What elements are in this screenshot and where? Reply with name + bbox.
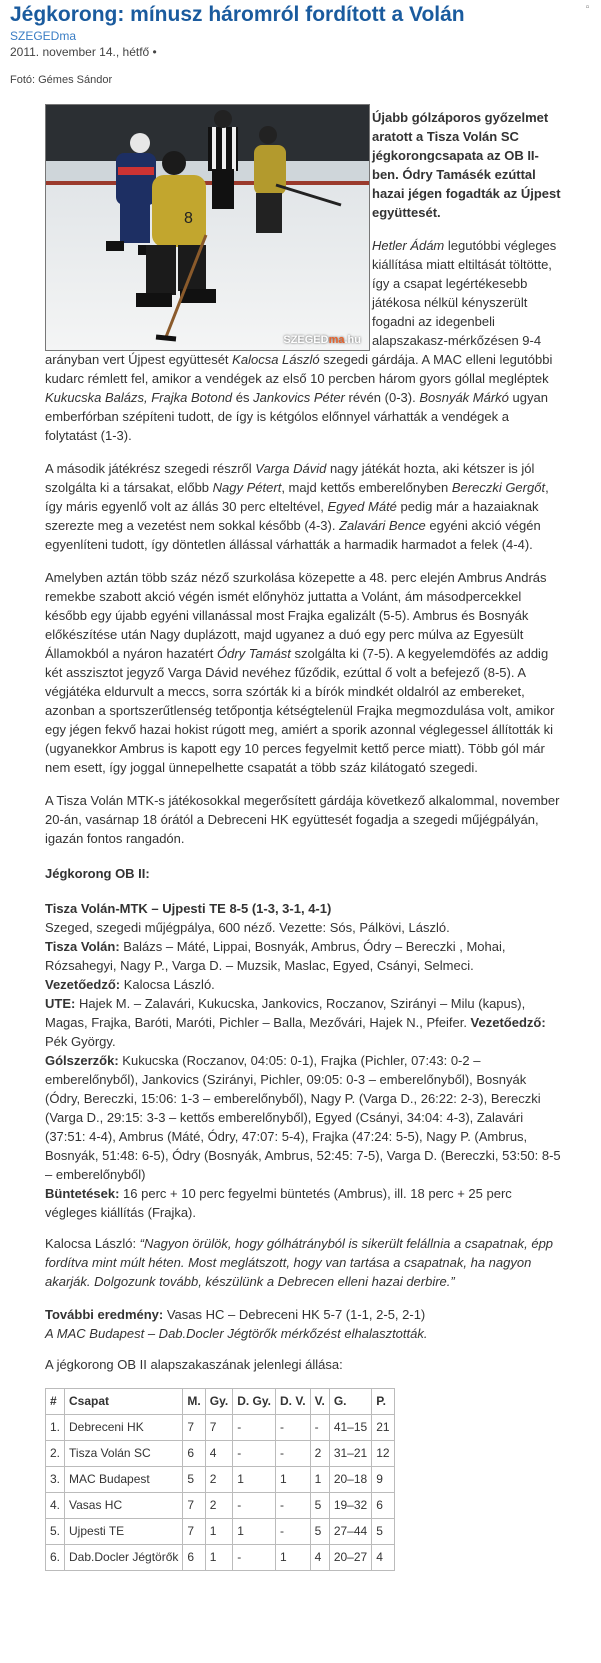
table-cell: 1 — [233, 1519, 276, 1545]
header-cell: Gy. — [205, 1389, 232, 1415]
table-cell: 20–18 — [329, 1467, 371, 1493]
table-cell: 9 — [372, 1467, 394, 1493]
table-cell: 6. — [46, 1545, 65, 1571]
table-cell: 12 — [372, 1441, 394, 1467]
home-coach: Vezetőedző: Kalocsa László. — [45, 977, 215, 992]
header-cell: M. — [183, 1389, 205, 1415]
table-cell: 5 — [310, 1519, 329, 1545]
table-cell: - — [233, 1415, 276, 1441]
table-cell: 7 — [183, 1519, 205, 1545]
header-cell: D. V. — [276, 1389, 311, 1415]
table-cell: Dab.Docler Jégtörők — [65, 1545, 183, 1571]
match-title: Tisza Volán-MTK – Ujpesti TE 8-5 (1-3, 3-1, 4-1) — [45, 901, 332, 916]
table-cell: 19–32 — [329, 1493, 371, 1519]
table-cell: 7 — [205, 1415, 232, 1441]
standings-header-row — [46, 1389, 395, 1415]
postponed-note: A MAC Budapest – Dab.Docler Jégtörők mérkőzést elhalasztották. — [45, 1326, 428, 1341]
table-cell: 41–15 — [329, 1415, 371, 1441]
coach-quote: Kalocsa László: “Nagyon örülök, hogy gólhátrányból is sikerült felállnia a csapatnak, épp fordítva mint múlt héten. Most meglátszott, hogy van tartása a csapatnak, ha nagyon akarják. Dolgozunk tovább, készülünk a Debrecen elleni hazai derbire.” — [45, 1236, 554, 1289]
article-title: Jégkorong: mínusz háromról fordított a Volán — [10, 3, 465, 26]
table-cell: 21 — [372, 1415, 394, 1441]
standings-table — [45, 1388, 395, 1571]
article-lead: Újabb gólzáporos győzelmet aratott a Tisza Volán SC jégkorongcsapata az OB II-ben. Ódry Tamásék ezúttal hazai jégen fogadták az Újpest együttesét. — [372, 110, 561, 220]
standings-intro: A jégkorong OB II alapszakaszának jelenlegi állása: — [45, 1357, 343, 1372]
table-cell: 1 — [276, 1545, 311, 1571]
photo-watermark: SZEGEDma.hu — [283, 334, 361, 346]
table-row — [46, 1545, 395, 1571]
table-cell: 1 — [205, 1519, 232, 1545]
table-cell: 5. — [46, 1519, 65, 1545]
table-cell: 2 — [205, 1467, 232, 1493]
table-cell: 2 — [205, 1493, 232, 1519]
table-cell: 5 — [310, 1493, 329, 1519]
table-cell: 1 — [205, 1545, 232, 1571]
table-cell: - — [233, 1493, 276, 1519]
table-cell: 6 — [372, 1493, 394, 1519]
table-cell: 4 — [310, 1545, 329, 1571]
home-lineup: Tisza Volán: Balázs – Máté, Lippai, Bosnyák, Ambrus, Ódry – Bereczki , Mohai, Rózsahegyi, Nagy P., Varga D. – Muzsik, Maslac, Egyed, Csányi, Selmeci. — [45, 939, 506, 973]
photo-credit: Fotó: Gémes Sándor — [10, 74, 113, 86]
paragraph-3: Amelyben aztán több száz néző szurkolása közepette a 48. perc elején Ambrus András remekbe szabott akció végén ismét előnyhöz juttatta a Volánt, ám másodpercekkel később egy újabb egyéni villanással most Frajka egalizált (5-5). Ambrus és Bosnyák előkészítése után Nagy duplázott, majd ugyanez a duó egy perc múlva az Egyesült Államokból a nyáron hazatért Ódry Tamást szolgálta ki (7-5). A kegyelemdöfés az addig két asszisztot jegyző Varga Dávid nevéhez fűződik, ezúttal ő volt a befejező (8-5). A végjátéka eldurvult a meccs, sorra szórták ki a bírók mindkét oldalról az embereket, azonban a sportszerűtlenség tetőpontja kétségtelenül Frajka megmozdulása volt, amikor egy jégen fekvő hazai hokist rúgott meg, amiért a sporik azonnal véglegessel állították ki (ugyanekkor Ambrus is kapott egy 10 perces fegyelmit kettő perce miatt). Több gól már nem esett, így joggal ünnepelhette csapatát a több száz kilátogató szegedi. — [45, 570, 555, 775]
table-cell: - — [233, 1545, 276, 1571]
table-cell: 7 — [183, 1493, 205, 1519]
table-cell: 6 — [183, 1545, 205, 1571]
match-report — [45, 899, 563, 1222]
source-link[interactable]: SZEGEDma — [10, 29, 77, 43]
table-row — [46, 1415, 395, 1441]
table-cell: - — [310, 1415, 329, 1441]
table-cell: 4. — [46, 1493, 65, 1519]
table-cell: Tisza Volán SC — [65, 1441, 183, 1467]
table-cell: - — [233, 1441, 276, 1467]
header-cell: # — [46, 1389, 65, 1415]
table-cell: 27–44 — [329, 1519, 371, 1545]
paragraph-1: Hetler Ádám legutóbbi végleges kiállítása miatt eltiltását töltötte, így a csapat legértékesebb játékosa nélkül kényszerült fogadni az idegenbeli alapszakasz-mérkőzésen 9-4 arányban vert Újpest együttesét Kalocsa László szegedi gárdája. A MAC elleni legutóbbi kudarc rémlett fel, amikor a vendégek az első 10 percben három gyors góllal megléptek Kukucska Balázs, Frajka Botond és Jankovics Péter révén (0-3). Bosnyák Márkó ugyan emberfórban szépíteni tudott, de így is kétgólos előnnyel várhatták a vendégek a folytatást (1-3). — [45, 238, 557, 443]
match-venue: Szeged, szegedi műjégpálya, 600 néző. Vezette: Sós, Pálkövi, László. — [45, 920, 450, 935]
table-cell: 5 — [183, 1467, 205, 1493]
header-cell: D. Gy. — [233, 1389, 276, 1415]
publish-date: 2011. november 14., hétfő • — [10, 45, 157, 59]
table-cell: 6 — [183, 1441, 205, 1467]
article-body — [45, 108, 563, 1571]
paragraph-4: A Tisza Volán MTK-s játékosokkal megerősített gárdája következő alkalommal, november 20-án, vasárnap 18 órától a Debreceni HK együttesét fogadja a szegedi műjégpályán, igazán fontos rangadón. — [45, 793, 560, 846]
other-results: További eredmény: Vasas HC – Debreceni HK 5-7 (1-1, 2-5, 2-1) A MAC Budapest – Dab.Docler Jégtörők mérkőzést elhalasztották. — [45, 1307, 428, 1341]
table-cell: 2 — [310, 1441, 329, 1467]
table-cell: Debreceni HK — [65, 1415, 183, 1441]
away-lineup: UTE: Hajek M. – Zalavári, Kukucska, Jankovics, Roczanov, Szirányi – Milu (kapus), Magas, Frajka, Baróti, Maróti, Pichler – Balla, Mezővári, Hajek N., Pfeifer. Vezetőedző: Pék György. — [45, 996, 546, 1049]
expand-icon[interactable]: ▫ — [585, 2, 590, 13]
table-cell: 1 — [310, 1467, 329, 1493]
results-heading: Jégkorong OB II: — [45, 866, 150, 881]
table-cell: 20–27 — [329, 1545, 371, 1571]
table-cell: Vasas HC — [65, 1493, 183, 1519]
table-cell: 1 — [276, 1467, 311, 1493]
table-cell: - — [276, 1519, 311, 1545]
table-cell: 5 — [372, 1519, 394, 1545]
table-cell: - — [276, 1415, 311, 1441]
table-cell: 31–21 — [329, 1441, 371, 1467]
table-cell: MAC Budapest — [65, 1467, 183, 1493]
table-cell: 7 — [183, 1415, 205, 1441]
svg-text:8: 8 — [184, 210, 193, 227]
table-cell: - — [276, 1493, 311, 1519]
paragraph-2: A második játékrész szegedi részről Varga Dávid nagy játékát hozta, aki kétszer is jól szolgálta ki a társakat, előbb Nagy Pétert, majd kettős emberelőnyben Bereczki Gergőt, így máris egyenlő volt az állás 30 perc elteltével, Egyed Máté pedig már a hazaiaknak szerezte meg a vezetést nem sokkal később (4-3). Zalavári Bence egyéni akció végén egyenlíteni tudott, így döntetlen állással várhatták a harmadik harmadot a felek (4-4). — [45, 461, 549, 552]
table-cell: 4 — [205, 1441, 232, 1467]
table-row — [46, 1467, 395, 1493]
table-cell: 2. — [46, 1441, 65, 1467]
scorers: Gólszerzők: Kukucska (Roczanov, 04:05: 0-1), Frajka (Pichler, 07:43: 0-2 – emberelőnyből), Jankovics (Szirányi, Pichler, 09:05: 0-3 – emberelőnyből), Bosnyák (Ódry, Bereczki, 15:06: 1-3 – emberelőnyből), Nagy P. (Varga D., 26:22: 2-3), Bereczki (Varga D., 29:15: 3-3 – kettős emberelőnyből), Egyed (Csányi, 34:04: 4-3), Zalavári (37:51: 4-4), Ambrus (Máté, Ódry, 47:07: 5-4), Frajka (47:24: 5-5), Nagy P. (Ambrus, Bosnyák, 51:48: 6-5), Ódry (Bosnyák, Ambrus, 52:45: 7-5), Varga D. (Bereczki, 53:50: 8-5 – emberelőnyből) — [45, 1053, 561, 1182]
standings-body — [46, 1415, 395, 1571]
penalties: Büntetések: 16 perc + 10 perc fegyelmi büntetés (Ambrus), ill. 18 perc + 25 perc végleges kiállítás (Frajka). — [45, 1186, 512, 1220]
table-cell: Ujpesti TE — [65, 1519, 183, 1545]
table-cell: 1. — [46, 1415, 65, 1441]
table-cell: - — [276, 1441, 311, 1467]
table-cell: 4 — [372, 1545, 394, 1571]
table-cell: 3. — [46, 1467, 65, 1493]
table-row — [46, 1441, 395, 1467]
header-cell: V. — [310, 1389, 329, 1415]
table-row — [46, 1493, 395, 1519]
header-cell: P. — [372, 1389, 394, 1415]
table-cell: 1 — [233, 1467, 276, 1493]
header-cell: Csapat — [65, 1389, 183, 1415]
header-cell: G. — [329, 1389, 371, 1415]
table-row — [46, 1519, 395, 1545]
